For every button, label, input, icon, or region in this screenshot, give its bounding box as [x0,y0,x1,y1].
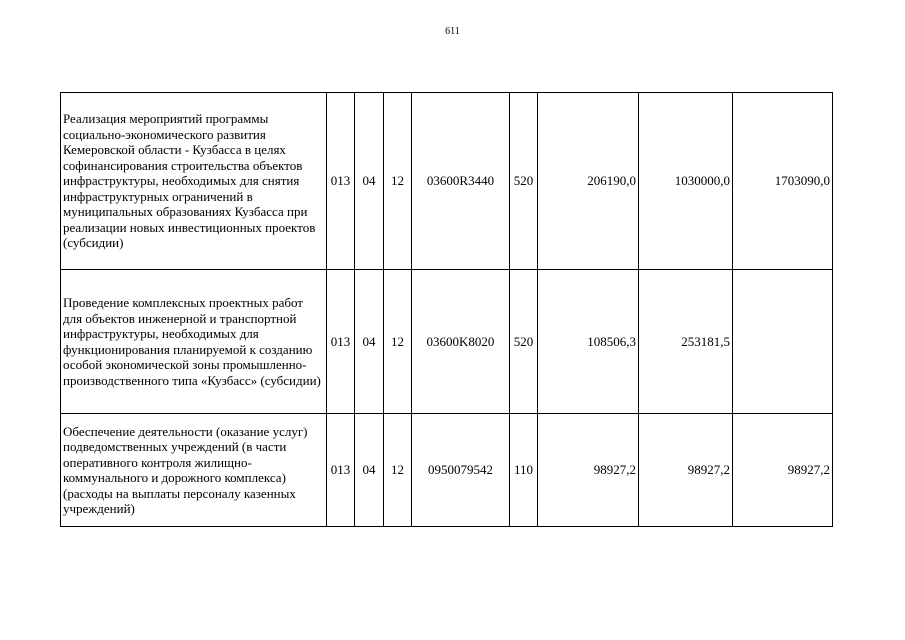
ministry-code: 013 [327,414,355,527]
table-row [61,270,833,414]
target-article-code: 0950079542 [412,414,510,527]
section-code: 04 [355,93,384,270]
table-row [61,414,833,527]
row-description: Реализация мероприятий программы социально-экономического развития Кемеровской области - Кузбасса в целях софинансирования строительства объектов инфраструктуры, необходимых для снятия инфраструктурных ограничений в муниципальных образованиях Кузбасса при реализации новых инвестиционных проектов (субсидии) [61,93,327,270]
amount-year-3: 98927,2 [733,414,833,527]
row-description: Обеспечение деятельности (оказание услуг) подведомственных учреждений (в части оперативного контроля жилищно-коммунального и дорожного комплекса) (расходы на выплаты персоналу казенных учреждений) [61,414,327,527]
page-number: 611 [445,26,460,37]
expense-type-code: 520 [510,93,538,270]
ministry-code: 013 [327,93,355,270]
row-description: Проведение комплексных проектных работ для объектов инженерной и транспортной инфраструктуры, необходимых для функционирования планируемой к созданию особой экономической зоны промышленно-производственного типа «Кузбасс» (субсидии) [61,270,327,414]
amount-year-3: 1703090,0 [733,93,833,270]
amount-year-1: 206190,0 [538,93,639,270]
amount-year-2: 98927,2 [639,414,733,527]
amount-year-2: 253181,5 [639,270,733,414]
subsection-code: 12 [384,414,412,527]
budget-table [60,92,833,527]
expense-type-code: 520 [510,270,538,414]
expense-type-code: 110 [510,414,538,527]
amount-year-2: 1030000,0 [639,93,733,270]
ministry-code: 013 [327,270,355,414]
amount-year-3 [733,270,833,414]
target-article-code: 03600K8020 [412,270,510,414]
section-code: 04 [355,270,384,414]
amount-year-1: 98927,2 [538,414,639,527]
amount-year-1: 108506,3 [538,270,639,414]
subsection-code: 12 [384,93,412,270]
section-code: 04 [355,414,384,527]
table-row [61,93,833,270]
target-article-code: 03600R3440 [412,93,510,270]
subsection-code: 12 [384,270,412,414]
